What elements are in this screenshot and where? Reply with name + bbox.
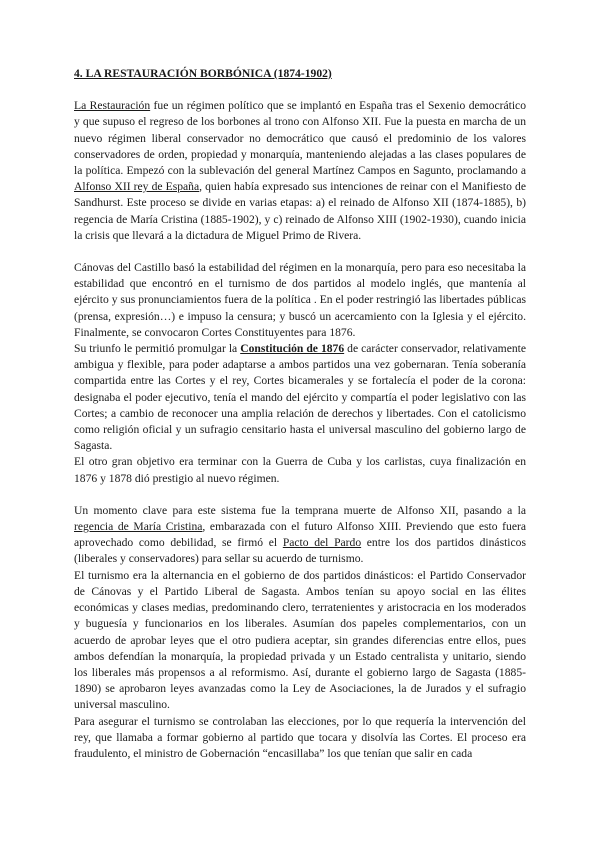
paragraph-regencia (74, 503, 526, 568)
paragraph-text: , embarazada con el futuro Alfonso XIII. Previendo que esto fuera aprovechado como debilidad, se firmó el (74, 520, 526, 550)
paragraph-canovas: Cánovas del Castillo basó la estabilidad del régimen en la monarquía, pero para eso necesitaba la estabilidad que encontró en el turnismo de dos partidos al modelo inglés, que mantenía al ejército y sus pronunciamientos fuera de la política . En el poder restringió las libertades públicas (prensa, expresión…) e impuso la censura; y buscó un acercamiento con la Iglesia y el ejército. Finalmente, se convocaron Cortes Constituyentes para 1876. (74, 261, 526, 339)
paragraph-turnismo: El turnismo era la alternancia en el gobierno de dos partidos dinásticos: el Partido Conservador de Cánovas y el Partido Liberal de Sagasta. Ambos tenían su apoyo social en las élites económicas y clases medias, predominando clero, terratenientes y aristocracia en los moderados y buguesía y funcionarios en los liberales. Asumían dos papeles complementarios, con un acuerdo de aprobar leyes que el otro pudiera aceptar, sin grandes diferencias entre ellos, pues ambos defendían la monarquía, la propiedad privada y un Estado centralista y unitario, siendo los liberales más propensos a al reformismo. Así, durante el gobierno largo de Sagasta (1885-1890) se aprobaron leyes avanzadas como la Ley de Asociaciones, la de Jurados y el sufragio universal masculino. (74, 568, 526, 712)
link-pacto-del-pardo[interactable]: Pacto del Pardo (282, 536, 362, 550)
paragraph-text: Un momento clave para este sistema fue la temprana muerte de Alfonso XII, pasando a la (74, 503, 526, 517)
link-constitucion-1876[interactable]: Constitución de 1876 (240, 342, 345, 356)
section-title: 4. LA RESTAURACIÓN BORBÓNICA (1874-1902) (74, 67, 332, 80)
paragraph-text: Su triunfo le permitió promulgar la (74, 342, 241, 356)
paragraph-text: de carácter conservador, relativamente ambigua y flexible, para poder adaptarse a ambos partidos una vez gobernaran. Tenía soberanía compartida entre las Cortes y el rey, Cortes bicamerales y se fortalecía el poder de la corona: designaba el poder ejecutivo, tenía el mando del ejército y compartía el poder legislativo con las Cortes; a cambio de reconocer una amplia relación de derechos y libertades. Con el catolicismo como religión oficial y un sufragio censitario hasta el universal masculino del gobierno largo de Sagasta. (74, 342, 527, 453)
paragraph-cuba: El otro gran objetivo era terminar con la Guerra de Cuba y los carlistas, cuya finalización en 1876 y 1878 dió prestigio al nuevo régimen. (74, 455, 526, 485)
paragraph-text: fue un régimen político que se implantó en España tras el Sexenio democrático y que supuso el regreso de los borbones al trono con Alfonso XII. Fue la puesta en marcha de un nuevo régimen liberal conservador no democrático que causó el predominio de los valores conservadores de orden, propiedad y monarquía, manteniendo alejadas a las clases populares de la política. Empezó con la sublevación del general Martínez Campos en Sagunto, proclamando a (74, 99, 526, 178)
link-la-restauracion[interactable]: La Restauración (74, 99, 151, 113)
paragraph-restauracion (74, 98, 526, 244)
paragraph-text: , quien había expresado sus intenciones de reinar con el Manifiesto de Sandhurst. Este proceso se divide en varias etapas: a) el reinado de Alfonso XII (1874-1885), b) regencia de María Cristina (1885-1902), y c) reinado de Alfonso XIII (1902-1930), cuando inicia la crisis que llevará a la dictadura de Miguel Primo de Rivera. (74, 180, 526, 242)
link-regencia-maria-cristina[interactable]: regencia de María Cristina (74, 520, 203, 534)
document-page (74, 66, 526, 762)
paragraph-text: entre los dos partidos dinásticos (liberales y conservadores) para sellar su acuerdo de turnismo. (74, 536, 526, 566)
paragraph-constitucion (74, 341, 526, 454)
link-alfonso-xii[interactable]: Alfonso XII rey de España (74, 180, 200, 194)
paragraph-elecciones: Para asegurar el turnismo se controlaban las elecciones, por lo que requería la intervención del rey, que llamaba a formar gobierno al partido que tocara y disolvía las Cortes. El proceso era fraudulento, el ministro de Gobernación “encasillaba” los que tenían que salir en cada (74, 714, 526, 760)
